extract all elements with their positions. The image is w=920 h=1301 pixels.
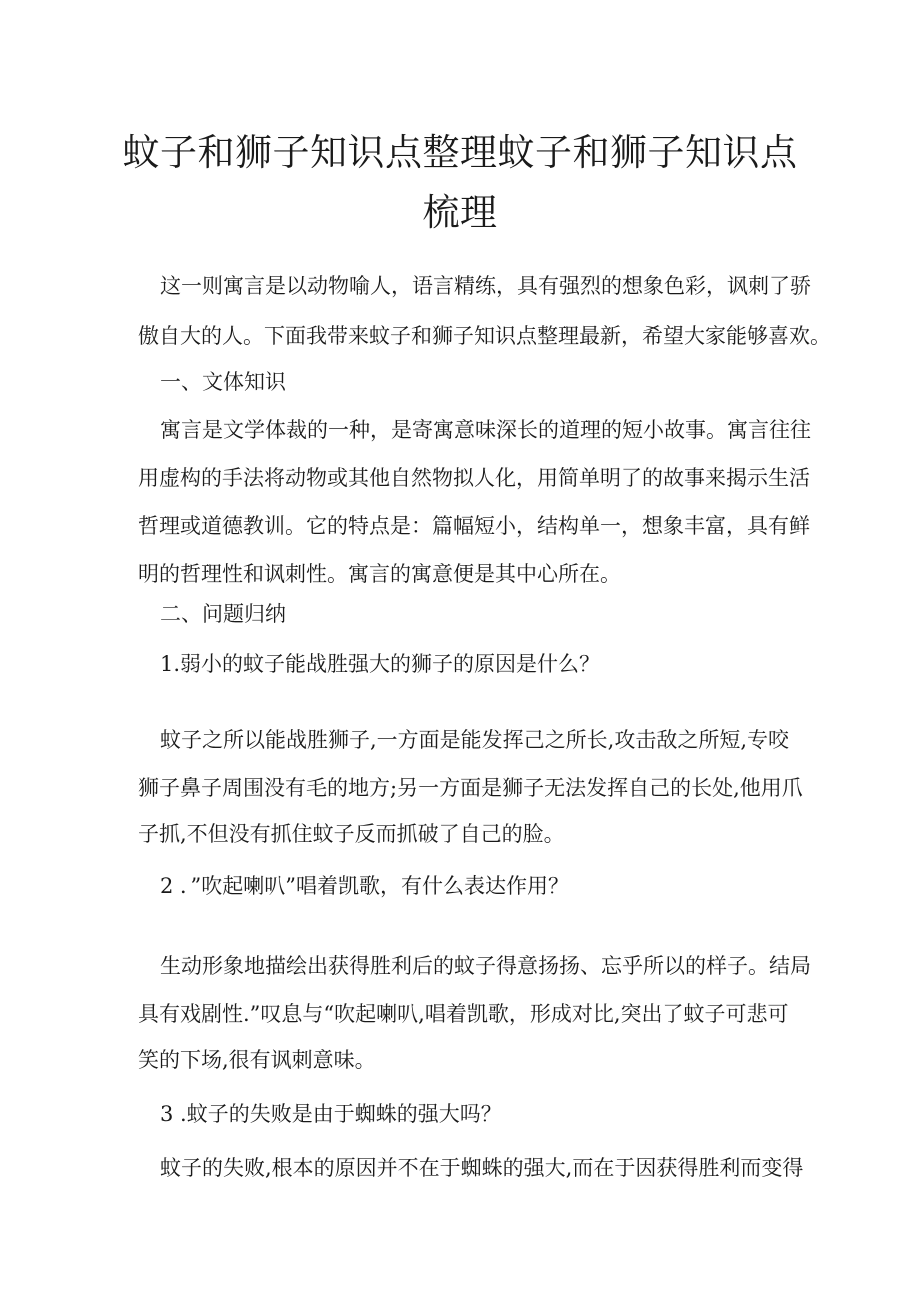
answer-1-line-1: 蚊子之所以能战胜狮子,一方面是能发挥己之所长,攻击敌之所短,专咬 [160,728,790,752]
question-3: 3 .蚊子的失败是由于蜘蛛的强大吗？ [160,1102,502,1126]
answer-2-line-2: 具有戏剧性.”叹息与“吹起喇叭,唱着凯歌，形成对比,突出了蚊子可悲可 [138,1002,789,1026]
section-1-line-1: 寓言是文学体裁的一种，是寄寓意味深长的道理的短小故事。寓言往往 [160,418,811,442]
document-title-line-2: 梳理 [422,191,498,234]
question-2: 2 ．”吹起喇叭”唱着凯歌，有什么表达作用？ [160,874,570,898]
answer-2-line-3: 笑的下场,很有讽刺意味。 [138,1048,376,1072]
answer-1-line-2: 狮子鼻子周围没有毛的地方;另一方面是狮子无法发挥自己的长处,他用爪 [138,776,803,800]
section-1-line-3: 哲理或道德教训。它的特点是：篇幅短小，结构单一，想象丰富，具有鲜 [138,514,810,538]
section-2-heading: 二、问题归纳 [160,602,286,626]
section-1-line-2: 用虚构的手法将动物或其他自然物拟人化，用简单明了的故事来揭示生活 [138,466,810,490]
question-1: 1.弱小的蚊子能战胜强大的狮子的原因是什么？ [160,652,601,676]
answer-2-line-1: 生动形象地描绘出获得胜利后的蚊子得意扬扬、忘乎所以的样子。结局 [160,954,811,978]
answer-1-line-3: 子抓,不但没有抓住蚊子反而抓破了自己的脸。 [138,822,565,846]
intro-line-2: 傲自大的人。下面我带来蚊子和狮子知识点整理最新，希望大家能够喜欢。 [138,324,831,348]
section-1-line-4: 明的哲理性和讽刺性。寓言的寓意便是其中心所在。 [138,562,621,586]
document-title-line-1: 蚊子和狮子知识点整理蚊子和狮子知识点 [122,131,798,174]
answer-3-line-1: 蚊子的失败,根本的原因并不在于蜘蛛的强大,而在于因获得胜利而变得 [160,1156,804,1180]
section-1-heading: 一、文体知识 [160,370,286,394]
intro-line-1: 这一则寓言是以动物喻人，语言精练，具有强烈的想象色彩，讽刺了骄 [160,274,811,298]
